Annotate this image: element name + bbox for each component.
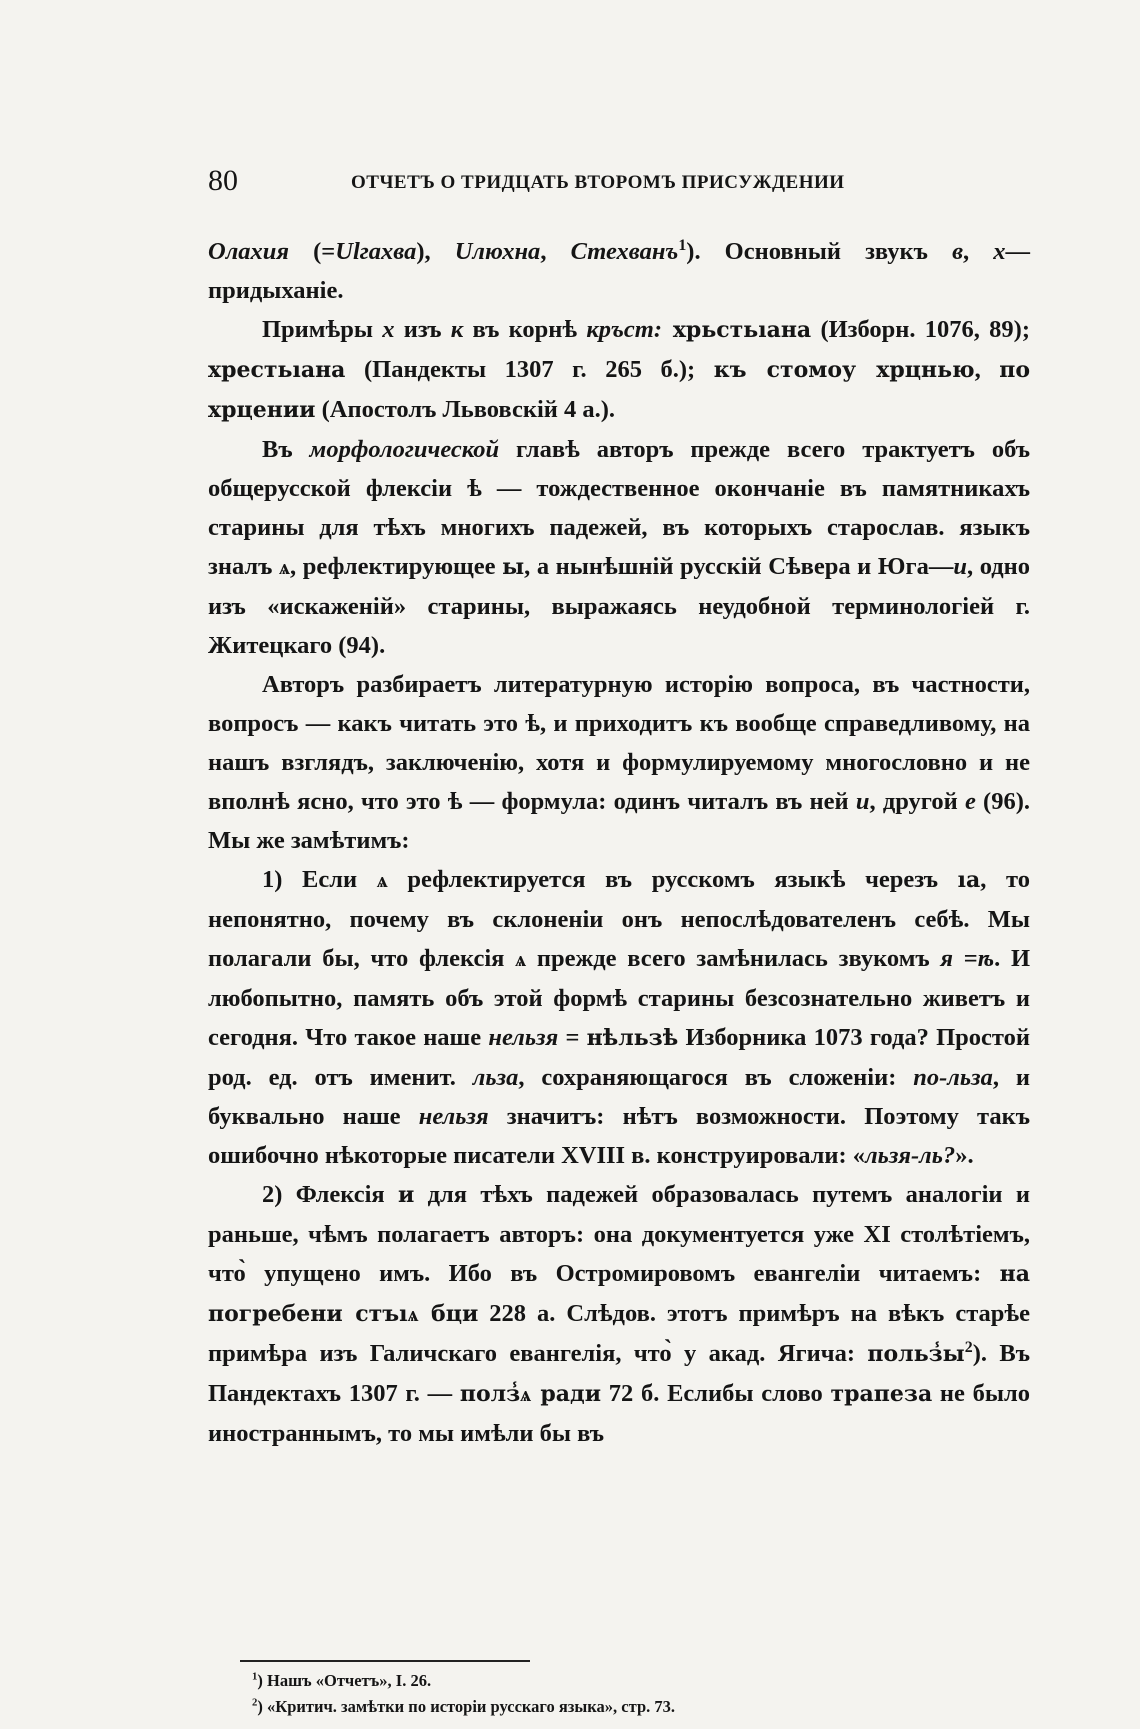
footnote-2: $^2$) «Критич. замѣтки по исторіи русскаго языка», стр. 73.	[252, 1696, 675, 1716]
footnotes	[252, 1668, 952, 1720]
paragraph-3: Въ морфологической главѣ авторъ прежде всего трактуетъ объ общерусской флексіи ѣ — тождественное окончаніе въ памятникахъ старины для тѣхъ многихъ падежей, въ которыхъ старослав. языкъ зналъ ѧ, рефлектирующее ы, а нынѣшній русскій Сѣвера и Юга—и, одно изъ «искаженій» старины, выражаясь неудобной терминологіей г. Житецкаго (94).	[208, 436, 1030, 659]
body-text	[208, 232, 1030, 1453]
paragraph-4: Авторъ разбираетъ литературную исторію вопроса, въ частности, вопросъ — какъ читать это ѣ, и приходитъ къ вообще справедливому, на нашъ взглядъ, заключенію, хотя и формулируемому многословно и не вполнѣ ясно, что это ѣ — формула: одинъ читалъ въ ней и, другой е (96). Мы же замѣтимъ:	[208, 671, 1030, 854]
footnote-ref-1: 1	[678, 236, 687, 254]
page-number: 80	[208, 164, 238, 197]
paragraph-2: Примѣры х изъ к въ корнѣ кръст: хрьстьıана (Изборн. 1076, 89); хрестьıана (Пандекты 1307 г. 265 б.); къ стомоу хрцнью, по хрцении (Апостолъ Львовскій 4 а.).	[208, 316, 1031, 423]
paragraph-1: Олахия (=Ulгахва), Uлюхна, Стехванъ$^1$). Основный звукъ в, х— придыханіе.	[208, 236, 1031, 304]
paragraph-5: 1) Если ѧ рефлектируется въ русскомъ языкѣ черезъ ıа, то непонятно, почему въ склоненіи онъ непослѣдователенъ себѣ. Мы полагали бы, что флексія ѧ прежде всего замѣнилась звукомъ я =ѣ. И любопытно, память объ этой формѣ старины безсознательно живетъ и сегодня. Что такое наше нельзя = нѣльзѣ Изборника 1073 года? Простой род. ед. отъ именит. льза, сохраняющагося въ сложеніи: по-льза, и буквально наше нельзя значитъ: нѣтъ возможности. Поэтому такъ ошибочно нѣкоторые писатели XVIII в. конструировали: «льзя-ль?».	[208, 866, 1030, 1169]
footnote-divider	[240, 1660, 530, 1662]
footnote-1: $^1$) Нашъ «Отчетъ», I. 26.	[252, 1670, 432, 1690]
paragraph-6: 2) Флексія и для тѣхъ падежей образовалась путемъ аналогіи и раньше, чѣмъ полагаетъ авторъ: она документуется уже XI столѣтіемъ, что̀ упущено имъ. Ибо въ Остромировомъ евангеліи читаемъ: на погребени стъıѧ бци 228 а. Слѣдов. этотъ примѣръ на вѣкъ старѣе примѣра изъ Галичскаго евангелія, что̀ у акад. Ягича: $польз̾ы^2$). Въ Пандектахъ 1307 г. — полз̾ѧ ради 72 б. Еслибы слово трапеза не было иностраннымъ, то мы имѣли бы въ	[208, 1181, 1030, 1447]
footnote-ref-2: 2	[964, 1338, 973, 1356]
page-header	[208, 164, 1030, 204]
running-title: ОТЧЕТЪ О ТРИДЦАТЬ ВТОРОМЪ ПРИСУЖДЕНИИ	[351, 172, 845, 193]
